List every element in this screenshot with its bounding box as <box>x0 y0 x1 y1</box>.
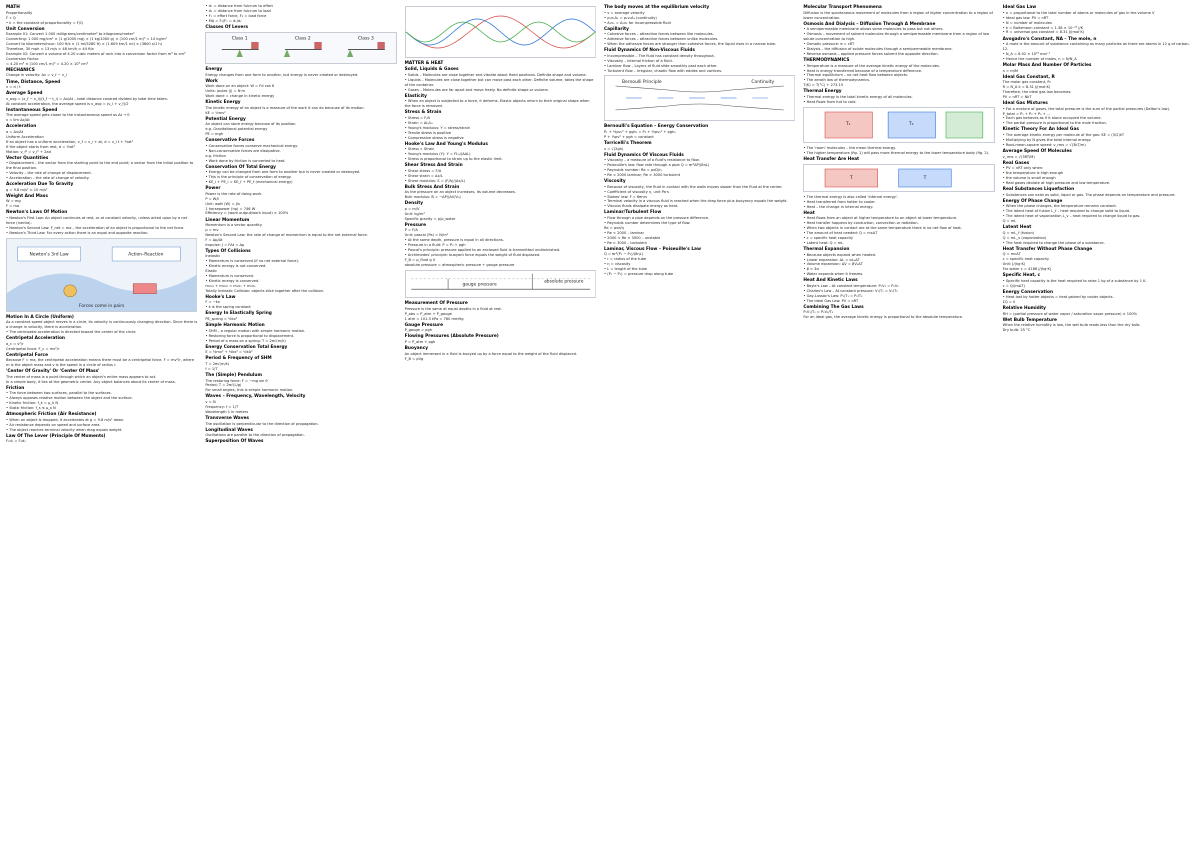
section-text: • v = average velocity • ρ₁v₁A₁ = ρ₂v₂A₂ (continuity) • A₁v₁ = A₂v₂ for incompressible fluid <box>603 10 671 25</box>
section-heading: Flowing Pressures (Absolute Pressure) <box>404 334 499 340</box>
section-text: P_gauge = ρgh <box>404 328 433 333</box>
section-text: • A semipermeable membrane allows some molecules to pass but not others. • Osmosis – movement of solvent molecules through a semipermeable membrane from a region of low solute concentration to high. • Osmotic pressure: π = cRT • Dialysis – the diffusion of solute molecules through a semipermeable membrane. • Reverse osmosis – applied pressure forces solvent the opposite direction. <box>803 27 990 56</box>
section-heading: Unit Conversion <box>6 26 45 32</box>
section-heading: Stress & Strain <box>404 110 442 116</box>
section-text: • Because of viscosity, the fluid in contact with the walls moves slower than the fluid at the center. • Coefficient of viscosity η, unit Pa·s • Stokes' law: F = 6πηrv • Terminal velocity in a viscous fluid is reached when the drag force plus buoyancy equals the weight. • Viscous fluids dissipate energy as heat. <box>603 184 788 209</box>
section-text: Momentum is a vector quantity. p = mv Newton's Second Law: the rate of change of momentum is equal to the net external force. F = Δp/Δt Impulse: J = FΔt = Δp <box>205 223 368 247</box>
section-text: The oscillation is perpendicular to the direction of propagation. <box>205 421 319 426</box>
section-text: • Stress = F/A • Strain = ΔL/L₀ • Young's modulus: Y = stress/strain • Tensile stress is positive • Compressive stress is negative <box>404 115 471 140</box>
figure-c5b <box>803 164 994 192</box>
section-text: a = Δv/Δt Uniform Acceleration If an object has a uniform acceleration, v_f = v_i + at, d = v_i t + ½at² If the object starts from rest, d = ½at² Motion: v_f² = v_i² + 2ad <box>6 129 134 154</box>
section-heading: Transverse Waves <box>205 415 249 421</box>
section-heading: Potential Energy <box>205 116 246 122</box>
section-heading: Energy Conservation Total Energy <box>205 344 288 350</box>
section-heading: Combining The Gas Laws <box>803 304 864 310</box>
section-text: • The thermal energy is also called 'internal energy'. • Heat transferred from hotter to cooler. • Heat – the change in internal energy. <box>803 194 899 209</box>
figure-svg <box>206 33 395 63</box>
section-text: PE_spring = ½kx² <box>205 317 238 322</box>
section-heading: Energy In Elastically Spring <box>205 311 272 317</box>
section-text: Q = mL_f (fusion) Q = mL_v (vaporization) • The heat required to change the phase of a substance. <box>1002 230 1105 245</box>
section-heading: Laminar/Turbulent Flow <box>603 210 662 216</box>
section-text: • Energy can be changed from one form to another but is never created or destroyed. • This is the principle of conservation of energy. • KE_i + PE_i = KE_f + PE_f (mechanical energy) <box>205 170 361 185</box>
gauge-label: gauge pressure <box>462 282 497 288</box>
figure-svg <box>804 108 993 142</box>
section-heading: Buoyancy <box>404 346 429 352</box>
section-text: • Because objects expand when heated. • Linear expansion: ΔL = αL₀ΔT • Volume expansion: ΔV = βV₀ΔT • β ≈ 3α • Water expands when it freezes. <box>803 252 877 277</box>
lever-class-label: Class 1 <box>232 36 248 42</box>
section-heading: Avogadro's Constant, NA – The mole, n <box>1002 36 1097 42</box>
section-text: T = 2π√(m/k) f = 1/T <box>205 361 230 371</box>
section-heading: Acceleration Due To Gravity <box>6 182 74 188</box>
section-heading: Longitudinal Waves <box>205 427 253 433</box>
temp-label-2: T₂ <box>909 121 914 127</box>
section-heading: The body moves at the equilibrium velocity <box>603 5 710 11</box>
section-text: • A mole is the amount of substance containing as many particles as there are atoms in 12 g of carbon-12. • N_A = 6.02 × 10²³ mol⁻¹ • Hence the number of moles, n = N/N_A <box>1002 42 1190 61</box>
section-text: • PV = nRT only when: • the temperature is high enough • the volume is small enough • Real gases deviate at high pressure and low temperature. <box>1002 166 1111 185</box>
section-text: • Heat lost by hotter objects = heat gained by cooler objects. ΣQ = 0 <box>1002 295 1114 305</box>
fig-label-b: Action–Reaction <box>128 252 164 258</box>
section-text: • Thermal energy is the total kinetic energy of all molecules. • Heat flows from hot to cold. <box>803 94 913 104</box>
section-heading: MATH <box>6 5 20 11</box>
section-text: The center of mass is a point through which an object's entire mass appears to act. In a simple body, it lies at the geometric center. Any object balances about its center of mass. <box>6 374 176 384</box>
section-heading: Conservation Of Total Energy <box>205 164 276 170</box>
section-text: v = d / t <box>6 85 21 90</box>
section-heading: Law Of The Lever (Principle Of Moments) <box>6 433 106 439</box>
section-heading: Real Gases <box>1002 160 1030 166</box>
figure-c5a <box>803 107 994 143</box>
section-heading: Density <box>404 201 424 207</box>
section-text: • Cohesive forces – attractive forces between like molecules. • Adhesive forces – attractive forces between unlike molecules. • When the adhesive forces are stronger than cohesive forces, the liquid rises in a narrow tube. <box>603 32 777 47</box>
section-heading: Centripetal Force <box>6 352 48 358</box>
section-text: • SHM – a regular motion with simple harmonic motion. • Restoring force is proportional to displacement. • Period of a mass on a spring: T = 2π√(m/k) <box>205 328 306 343</box>
section-heading: Instantaneous Speed <box>6 107 58 113</box>
section-text: The average speed gets closer to the instantaneous speed as Δt → 0 v = lim Δx/Δt <box>6 113 130 123</box>
section-text: Q = mcΔT c = specific heat capacity Unit: J/(kg·K) For water c = 4186 J/(kg·K) <box>1002 252 1052 271</box>
section-heading: Real Substances Liquefaction <box>1002 187 1075 192</box>
section-text: An object immersed in a fluid is buoyed up by a force equal to the weight of the fluid displaced. F_B = ρVg <box>404 351 578 361</box>
figure-c2a <box>205 32 396 64</box>
section-text: E = ½mv² + ½kx² = ½kA² <box>205 350 253 355</box>
section-heading: Measurement Of Pressure <box>404 301 468 307</box>
section-heading: Average Speed <box>6 91 43 97</box>
section-heading: Power <box>205 186 221 192</box>
figure-svg <box>406 7 595 57</box>
section-text: P₁ + ½ρv₁² + ρgh₁ = P₂ + ½ρv₂² + ρgh₂ P + ½ρv² + ρgh = constant <box>603 130 676 139</box>
temp-label-1: T₁ <box>846 121 851 127</box>
section-heading: Elasticity <box>404 93 427 99</box>
continuity-label: Continuity <box>751 80 775 86</box>
section-text: • When an object is dropped, it accelerates at g = 9.8 m/s² down. • Air resistance depends on speed and surface area. • The object reaches terminal velocity when drag equals weight. <box>6 417 125 432</box>
section-text: • d₁ = distance from fulcrum to effort • d₂ = distance from fulcrum to load • F₁ = effort force, F₂ = load force • MA = F₂/F₁ = d₁/d₂ <box>205 4 273 23</box>
figure-c4a <box>604 75 795 121</box>
section-text: n = m/M <box>1002 68 1019 73</box>
section-heading: Torricelli's Theorem <box>603 141 652 146</box>
section-heading: Capillarity <box>603 26 629 32</box>
section-text: • For a mixture of gases, the total pressure is the sum of the partial pressures (Dalton's law). P_total = P₁ + P₂ + P₃ + … • Each gas behaves as if it alone occupied the volume. • The partial pressure is proportional to the mole fraction. <box>1002 106 1171 126</box>
section-heading: Bernoulli's Equation – Energy Conservation <box>603 124 709 130</box>
section-text: P = P_atm + ρgh <box>404 340 436 345</box>
section-heading: Period & Frequency of SHM <box>205 356 272 362</box>
section-text: F = −kx • k is the spring constant <box>205 300 251 310</box>
section-text: absolute pressure = atmospheric pressure + gauge pressure <box>404 263 515 268</box>
section-heading: Relative Humidity <box>1002 306 1046 312</box>
section-text: • Boyle's Law – At constant temperature: P₁V₁ = P₂V₂ • Charles's Law – At constant pressure: V₁/T₁ = V₂/T₂ • Gay-Lussac's Law: P₁/T₁ = P₂/T₂ • The Ideal Gas Law: PV = nRT <box>803 283 899 303</box>
figure-c3b <box>405 270 596 298</box>
section-text: v_avg = (x_f − x_i)/(t_f − t_i) = Δx/Δt – total distance covered divided by total time taken. At constant acceleration, the average speed is v_avg = (v_i + v_f)/2 <box>6 96 169 106</box>
column-3 <box>405 4 596 847</box>
lever-class-label: Class 2 <box>295 36 311 42</box>
section-heading: Ideal Gas Law <box>1002 5 1037 11</box>
section-text: The restoring force: F = −mg sin θ Period: T = 2π√(L/g) For small angles, this is simple harmonic motion. <box>205 378 294 393</box>
section-text: Work done on an object: W = Fd cos θ Units: joules (J) = N·m Work done = change in kinetic energy <box>205 84 275 99</box>
section-text: • When the phase changes, the temperature remains constant. • The latent heat of fusion L_f – heat required to change solid to liquid. • The latent heat of vaporization L_v – heat required to change liquid to gas. Q = mL <box>1002 204 1141 223</box>
column-6 <box>1003 4 1194 847</box>
section-heading: Energy <box>205 67 223 73</box>
section-heading: Motion In A Circle (Uniform) <box>6 314 74 320</box>
temp-label-hot: T <box>850 175 853 181</box>
section-text: An object can store energy because of its position. e.g. Gravitational potential energy PE = mgh <box>205 122 297 137</box>
column-5 <box>803 4 994 847</box>
section-text: Diffusion is the spontaneous movement of molecules from a region of higher concentration to a region of lower concentration. <box>803 10 995 20</box>
section-heading: Linear Momentum <box>205 217 250 223</box>
section-text: • Displacement – the vector from the starting point to the end point; a vector from the initial position to the final position. • Velocity – the rate of change of displacement. • Acceleration – the rate of change of velocity. <box>6 161 194 180</box>
section-heading: Simple Harmonic Motion <box>205 323 265 329</box>
section-heading: Heat Transfer Are Heat <box>803 156 860 162</box>
section-text: • The average kinetic energy per molecule of the gas: KE = (3/2)kT • Multiplying by N gives the total internal energy. • Root-mean-square speed: v_rms = √(3kT/m) <box>1002 133 1125 147</box>
section-heading: Wet Bulb Temperature <box>1002 317 1057 323</box>
section-text: • Shear stress = F/A • Shear strain = Δx/L • Shear modulus: S = (F/A)/(Δx/L) <box>404 168 466 183</box>
section-text: Power is the rate of doing work. P = W/t Unit: watt (W) = J/s 1 horsepower (hp) = 746 W Efficiency = (work output/work input) × 100% <box>205 191 289 216</box>
section-text: ρ = m/V Unit: kg/m³ Specific gravity = ρ/ρ_water <box>404 206 456 221</box>
section-heading: Atmospheric Friction (Air Resistance) <box>6 412 97 418</box>
section-text: Inelastic • Momentum is conserved (if no net external force). • Kinetic energy is not conserved. Elastic • Momentum is conserved. • Kinetic energy is conserved. m₁u₁ + m₂u₂ = m₁v₁ + m₂v₂ Totally Inelastic Collision: objects stick together after the collision. <box>205 254 325 293</box>
section-heading: Waves – Frequency, Wavelength, Velocity <box>205 394 306 400</box>
section-text: • Heat flows from an object at higher temperature to an object at lower temperature. • Heat transfer happens by conduction, convection or radiation. • When two objects in contact are at the same temperature there is no net flow of heat. • The amount of heat needed: Q = mcΔT • c = specific heat capacity • Latent heat: Q = mL <box>803 216 962 245</box>
section-heading: Viscosity <box>603 179 626 185</box>
lever-class-label: Class 3 <box>358 36 375 42</box>
column-2 <box>205 4 396 847</box>
section-heading: Types Of Collisions <box>205 248 251 254</box>
fig-note: Forces come in pairs <box>78 303 125 309</box>
section-text: a_c = v²/r Centripetal force: F_c = mv²/r <box>6 341 60 351</box>
section-heading: The (Simple) Pendulum <box>205 372 262 378</box>
section-text: Q = πr⁴(P₁ − P₂)/(8ηL) • r = radius of the tube • η = viscosity • L = length of the tube • (P₁ − P₂) = pressure drop along tube <box>603 252 674 276</box>
section-heading: Pressure <box>404 222 427 228</box>
section-text: • Newton's First Law: An object continues at rest, or at constant velocity, unless acted upon by a net force (inertia). • Newton's Second Law: F_net = ma – the acceleration of an object is proportional to the net force. • Newton's Third Law: For every action there is an equal and opposite reaction. <box>6 215 188 235</box>
section-heading: Molecular Transport Phenomena <box>803 5 882 11</box>
section-heading: Heat And Kinetic Laws <box>803 278 858 284</box>
section-text: Example 01: Convert 1 000 milligrams/centimeter² to kilograms/meter² Converting: 1 000 mg/cm² × (1 g/1000 mg) × (1 kg/1000 g) × (100 cm/1 m)² = 10 kg/m² Convert to kilometers/hour: 100 ft/s × (1 mi/5280 ft) × (1.609 km/1 mi) × (3600 s/1 h) Therefore, 30 mph ≈ 13 m/s ≈ 48 km/h ≈ 44 ft/s Example 02: Convert a volume of 4.20 cubic meters of rock into a conversion factor from m³ to cm³ Conversion Factor. = 4.20 m³ × (100 cm/1 m)³ = 4.20 × 10⁶ cm³ <box>6 32 186 66</box>
section-heading: Hooke's Law And Young's Modulus <box>404 141 488 147</box>
section-text: v = √(2gh) <box>603 146 624 151</box>
section-text: • Flow through a pipe depends on the pressure difference. • Reynolds number determines the type of flow. Re = ρvd/η • Re < 2000 – laminar • 2000 < Re < 3000 – unstable • Re > 3000 – turbulent <box>603 216 710 245</box>
section-text: • When an object is subjected to a force, it deforms. Elastic objects return to their original shape when the force is removed. <box>404 99 591 109</box>
section-text: • Conservative forces conserve mechanical energy. • Non-conservative forces are dissipative. e.g. friction • Work done by friction is converted to heat. <box>205 143 298 163</box>
section-text: • The 'room' molecules – the mean thermal energy. • The higher temperature (fig. 1) will pass more thermal energy to the lower temperature body (fig. 2). <box>803 145 990 155</box>
column-4 <box>604 4 795 847</box>
section-text: As a constant speed object moves in a circle, its velocity is continuously changing direction. Since there is a change in velocity, there is acceleration. • The centripetal acceleration is directed toward the center of the circle. <box>6 320 198 334</box>
section-heading: Ideal Gas Mixtures <box>1002 101 1048 106</box>
section-text: As the pressure on an object increases, its volume decreases. Bulk modulus: B = −ΔP/(ΔV/V₀) <box>404 190 516 200</box>
section-heading: Energy Conservation <box>1002 289 1054 295</box>
section-heading: Average Speed Of Molecules <box>1002 148 1072 154</box>
section-heading: Laminar, Viscous Flow – Poiseuille's Law <box>603 246 701 252</box>
section-text: Change in velocity: Δv = v_f − v_i <box>6 73 67 78</box>
section-heading: Newton's Laws Of Motion <box>6 210 68 216</box>
section-heading: Fluid Dynamics Of Viscous Fluids <box>603 152 684 158</box>
section-heading: Bulk Stress And Strain <box>404 184 460 190</box>
fig-label-a: Newton's 3rd Law <box>29 252 69 258</box>
figure-svg <box>7 239 196 311</box>
bernoulli-label: Bernoulli Principle <box>621 80 662 86</box>
section-text: • Solids – Molecules are close together and vibrate about fixed positions. Definite shape and volume. • Liquids – Molecules are close together but can move past each other. Definite volume, takes the shape of the container. • Gases – Molecules are far apart and move freely. No definite shape or volume. <box>404 72 594 92</box>
section-text: • Temperature is a measure of the average kinetic energy of the molecules. • Heat is energy transferred because of a temperature difference. • Thermal equilibrium – no net heat flow between objects. • The zeroth law of thermodynamics. T(K) = T(°C) + 273.15 <box>803 63 940 88</box>
section-heading: Weight And Mass <box>6 193 48 199</box>
section-heading: Friction <box>6 385 25 391</box>
section-text: W = mg F = ma <box>6 199 21 209</box>
section-text: • The force between two surfaces, parallel to the surfaces. • Always opposes relative motion between the object and the surface. • Kinetic friction: f_k = μ_k N • Static friction: f_s ≤ μ_s N <box>6 391 133 411</box>
section-heading: Gauge Pressure <box>404 322 444 328</box>
section-text: Energy changes from one form to another, but energy is never created or destroyed. <box>205 72 359 77</box>
section-heading: Conservative Forces <box>205 138 255 144</box>
section-text: RH = (partial pressure of water vapor / saturation vapor pressure) × 100% <box>1002 311 1138 316</box>
column-1 <box>6 4 197 847</box>
section-text: • n = proportional to the total number of atoms or molecules of gas in the volume V • Ideal gas law: PV = nRT • N = number of molecules • k = Boltzmann constant = 1.38 × 10⁻²³ J/K • R = universal gas constant = 8.31 J/(mol·K) <box>1002 10 1155 35</box>
section-heading: Osmosis And Dialysis – Diffusion Through A Membrane <box>803 21 936 27</box>
section-text: Pressure is the same at equal depths in a fluid at rest. P_abs = P_atm + P_gauge 1 atm = 101.3 kPa = 760 mmHg <box>404 306 502 321</box>
section-heading: Time, Distance, Speed <box>6 79 61 85</box>
section-heading: Specific Heat, c <box>1002 273 1041 278</box>
section-heading: Kinetic Energy <box>205 100 241 106</box>
section-heading: Fluid Dynamics Of Non-Viscous Fluids <box>603 48 695 54</box>
figure-svg <box>804 165 993 191</box>
section-heading: Molar Mass And Number Of Particles <box>1002 62 1092 68</box>
section-text: • Stress ∝ Strain • Young's modulus (Y): Y = FL₀/(AΔL) • Stress is proportional to strain up to the elastic limit. <box>404 147 503 162</box>
section-heading: Heat Transfer Without Phase Change <box>1002 246 1093 252</box>
section-text: F₁d₁ = F₂d₂ <box>6 439 26 444</box>
figure-svg <box>406 271 595 297</box>
section-text: Because F = ma, the centripetal acceleration means there must be a centripetal force. F = mv²/r, where m is the object mass and v is the speed in a circle of radius r. <box>6 358 196 368</box>
section-text: • Viscosity – a measure of a fluid's resistance to flow. • Poiseuille's law: flow rate through a pipe Q = πr⁴ΔP/(8ηL) • Reynolds number: Re = ρvD/η • Re < 2000 laminar; Re > 3000 turbulent <box>603 158 710 177</box>
section-heading: Acceleration <box>6 124 37 130</box>
section-heading: Vector Quantities <box>6 155 49 161</box>
section-heading: Hooke's Law <box>205 294 236 300</box>
section-text: P = F/A Unit: pascal (Pa) = N/m² • At the same depth, pressure is equal in all directions. • Pressure in a fluid: P = P₀ + ρgh • Pascal's principle: pressure applied to an enclosed fluid is transmitted undiminished. • Archimedes' principle: buoyant force equals the weight of fluid displaced. F_B = ρ_fluid g V <box>404 228 561 262</box>
section-heading: Work <box>205 78 218 84</box>
section-text: P₁V₁/T₁ = P₂V₂/T₂ For an ideal gas, the average kinetic energy is proportional to the absolute temperature. <box>803 310 964 320</box>
section-text: v_rms = √(3RT/M) <box>1002 154 1035 159</box>
section-heading: THERMODYNAMICS <box>803 58 850 63</box>
figure-svg <box>605 76 794 120</box>
section-heading: Thermal Energy <box>803 89 842 95</box>
section-heading: Energy Of Phase Change <box>1002 198 1063 204</box>
section-text: v = fλ Frequency: f = 1/T Wavelength λ in meters <box>205 400 249 414</box>
section-text: Oscillations are parallel to the direction of propagation. <box>205 433 305 438</box>
section-text: • Specific heat capacity is the heat required to raise 1 kg of a substance by 1 K. c = Q/(mΔT) <box>1002 278 1147 288</box>
section-heading: MECHANICS <box>6 67 35 73</box>
section-heading: Ideal Gas Constant, R <box>1002 74 1055 80</box>
figure-c1a <box>6 238 197 312</box>
section-text: Proportionality F ∝ Q • k = the constant of proportionality = F/Q <box>6 10 83 25</box>
section-text: The kinetic energy of an object is a measure of the work it can do because of its motion. KE = ½mv² <box>205 105 365 115</box>
section-heading: Heat <box>803 210 815 216</box>
section-heading: Shear Stress And Strain <box>404 163 463 169</box>
section-text: • Substances can exist as solid, liquid or gas. The phase depends on temperature and pressure. <box>1002 192 1176 197</box>
section-heading: Superposition Of Waves <box>205 439 264 445</box>
section-heading: MATTER & HEAT <box>404 61 444 66</box>
section-heading: Classes Of Levers <box>205 24 248 30</box>
section-heading: 'Center Of Gravity' Or 'Center Of Mass' <box>6 369 100 375</box>
section-heading: Thermal Expansion <box>803 247 850 253</box>
section-text: • Incompressible – The fluid has constant density throughout. • Viscosity – internal friction of a fluid. • Laminar flow – Layers of fluid slide smoothly past each other. • Turbulent flow – Irregular, chaotic flow with eddies and vortices. <box>603 53 723 73</box>
section-heading: Centripetal Acceleration <box>6 336 65 342</box>
section-text: The molar gas constant, R: R = N_A k = 8.31 J/(mol·K) Therefore, the ideal gas law becomes: PV = nRT = NkT <box>1002 80 1072 99</box>
section-heading: Solid, Liquids & Gases <box>404 67 459 73</box>
temp-label-cold: T <box>923 175 927 181</box>
section-heading: Latent Heat <box>1002 225 1032 231</box>
abs-label: absolute pressure <box>543 280 584 285</box>
figure-c3a <box>405 6 596 58</box>
section-heading: Kinetic Theory For An Ideal Gas <box>1002 127 1079 133</box>
section-text: When the relative humidity is low, the wet bulb reads less than the dry bulb. Dry bulb: 25 °C <box>1002 323 1141 333</box>
section-text: g = 9.8 m/s² ≈ 10 m/s² <box>6 187 48 192</box>
